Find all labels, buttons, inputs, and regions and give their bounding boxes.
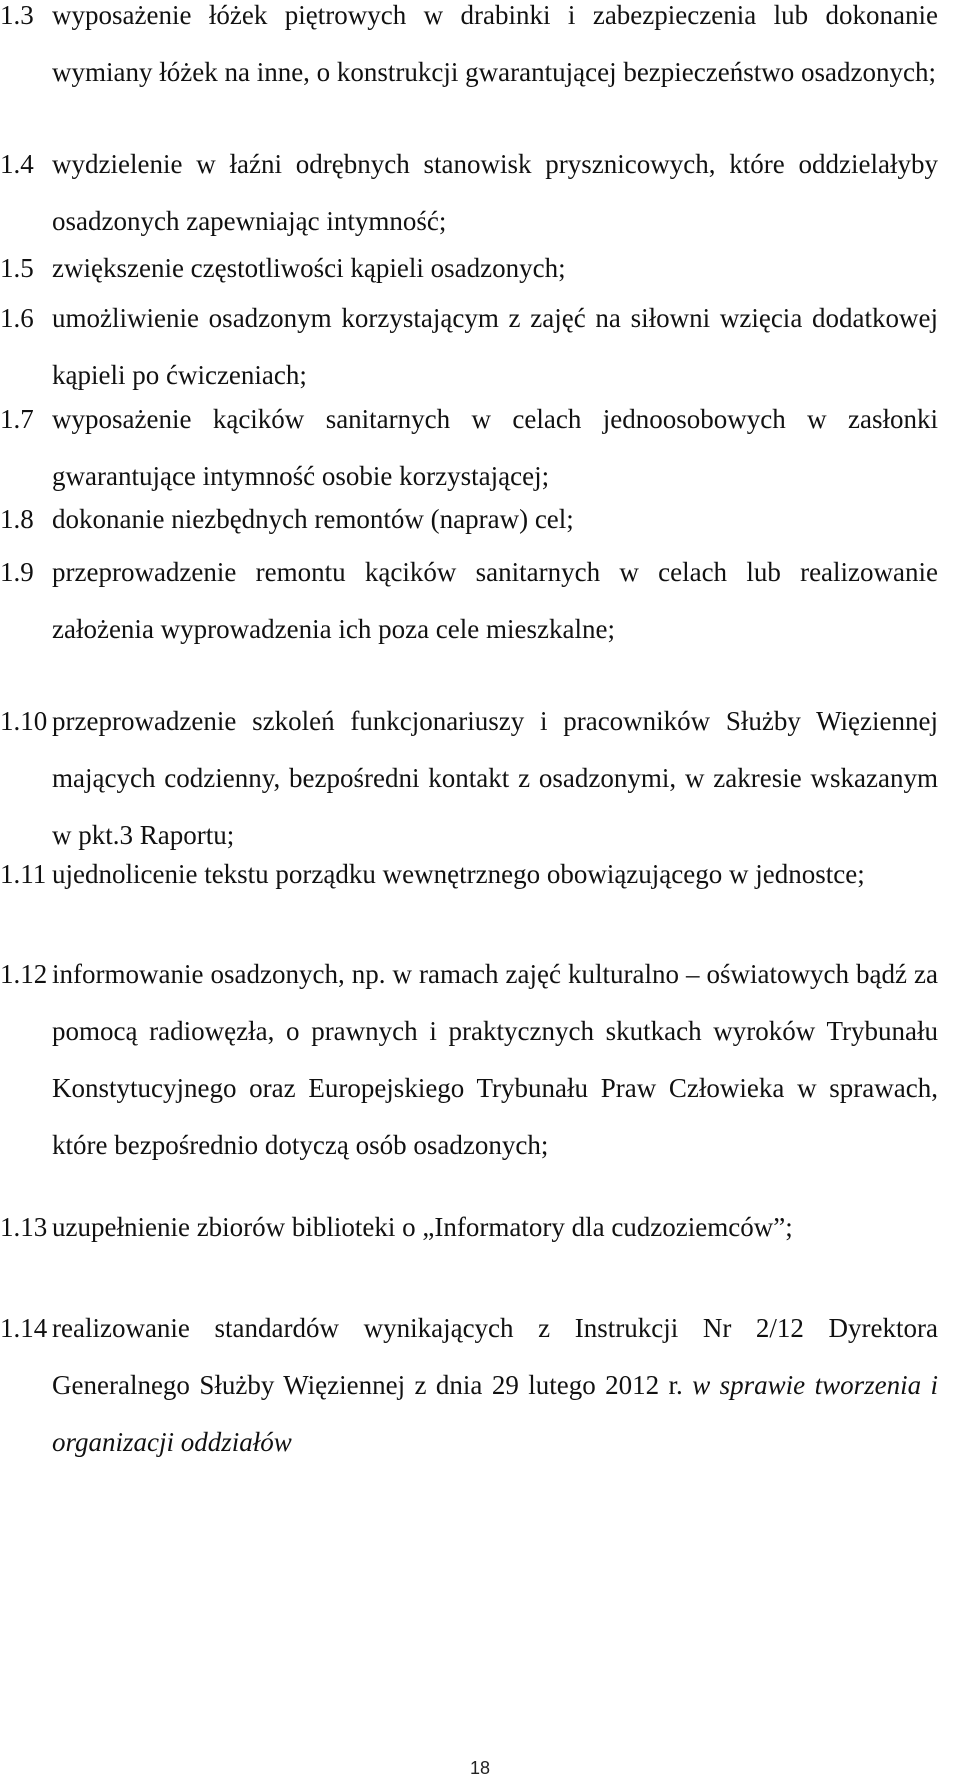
list-item-1-14	[0, 1300, 938, 1471]
list-item-1-5	[0, 240, 938, 297]
item-text	[52, 1300, 938, 1471]
item-text: zwiększenie częstotliwości kąpieli osadzonych;	[52, 253, 566, 283]
list-item-1-6	[0, 290, 938, 404]
item-number: 1.9	[0, 557, 34, 587]
item-text: przeprowadzenie remontu kącików sanitarnych w celach lub realizowanie założenia wyprowadzenia ich poza cele mieszkalne;	[52, 557, 938, 644]
page-number: 18	[469, 1758, 491, 1778]
item-text: informowanie osadzonych, np. w ramach zajęć kulturalno – oświatowych bądź za pomocą radiowęzła, o prawnych i praktycznych skutkach wyroków Trybunału Konstytucyjnego oraz Europejskiego Trybunału Praw Człowieka w sprawach, które bezpośrednio dotyczą osób osadzonych;	[52, 959, 938, 1160]
item-text: wyposażenie kącików sanitarnych w celach jednoosobowych w zasłonki gwarantujące intymność osobie korzystającej;	[52, 404, 938, 491]
item-text-regular: realizowanie standardów wynikających z Instrukcji Nr 2/12 Dyrektora Generalnego Służby Więziennej z dnia 29 lutego 2012 r.	[52, 1313, 938, 1400]
item-text: wydzielenie w łaźni odrębnych stanowisk prysznicowych, które oddzielałyby osadzonych zapewniając intymność;	[52, 149, 938, 236]
item-text-italic: w sprawie tworzenia i organizacji oddziałów	[52, 1370, 939, 1457]
list-item-1-13	[0, 1199, 938, 1256]
item-number: 1.6	[0, 303, 34, 333]
item-number: 1.4	[0, 149, 34, 179]
item-text: uzupełnienie zbiorów biblioteki o „Informatory dla cudzoziemców”;	[52, 1212, 793, 1242]
list-item-1-11	[0, 846, 938, 903]
item-number: 1.11	[0, 859, 47, 889]
list-item-1-9	[0, 544, 938, 658]
item-number: 1.8	[0, 504, 34, 534]
item-text: przeprowadzenie szkoleń funkcjonariuszy i pracowników Służby Więziennej mających codzienny, bezpośredni kontakt z osadzonymi, w zakresie wskazanym w pkt.3 Raportu;	[52, 706, 938, 850]
list-item-1-4	[0, 136, 938, 250]
item-number: 1.10	[0, 706, 48, 736]
item-number: 1.3	[0, 0, 34, 30]
list-item-1-7	[0, 391, 938, 505]
item-text: umożliwienie osadzonym korzystającym z zajęć na siłowni wzięcia dodatkowej kąpieli po ćwiczeniach;	[52, 303, 938, 390]
list-item-1-3	[0, 0, 938, 101]
item-number: 1.14	[0, 1313, 48, 1343]
item-text: ujednolicenie tekstu porządku wewnętrznego obowiązującego w jednostce;	[52, 859, 865, 889]
item-text: dokonanie niezbędnych remontów (napraw) cel;	[52, 504, 574, 534]
item-number: 1.12	[0, 959, 48, 989]
item-number: 1.13	[0, 1212, 48, 1242]
list-item-1-12	[0, 946, 938, 1174]
item-number: 1.7	[0, 404, 34, 434]
list-item-1-8	[0, 491, 938, 548]
list-item-1-10	[0, 693, 938, 864]
item-text: wyposażenie łóżek piętrowych w drabinki i zabezpieczenia lub dokonanie wymiany łóżek na inne, o konstrukcji gwarantującej bezpieczeństwo osadzonych;	[52, 0, 938, 87]
item-number: 1.5	[0, 253, 34, 283]
